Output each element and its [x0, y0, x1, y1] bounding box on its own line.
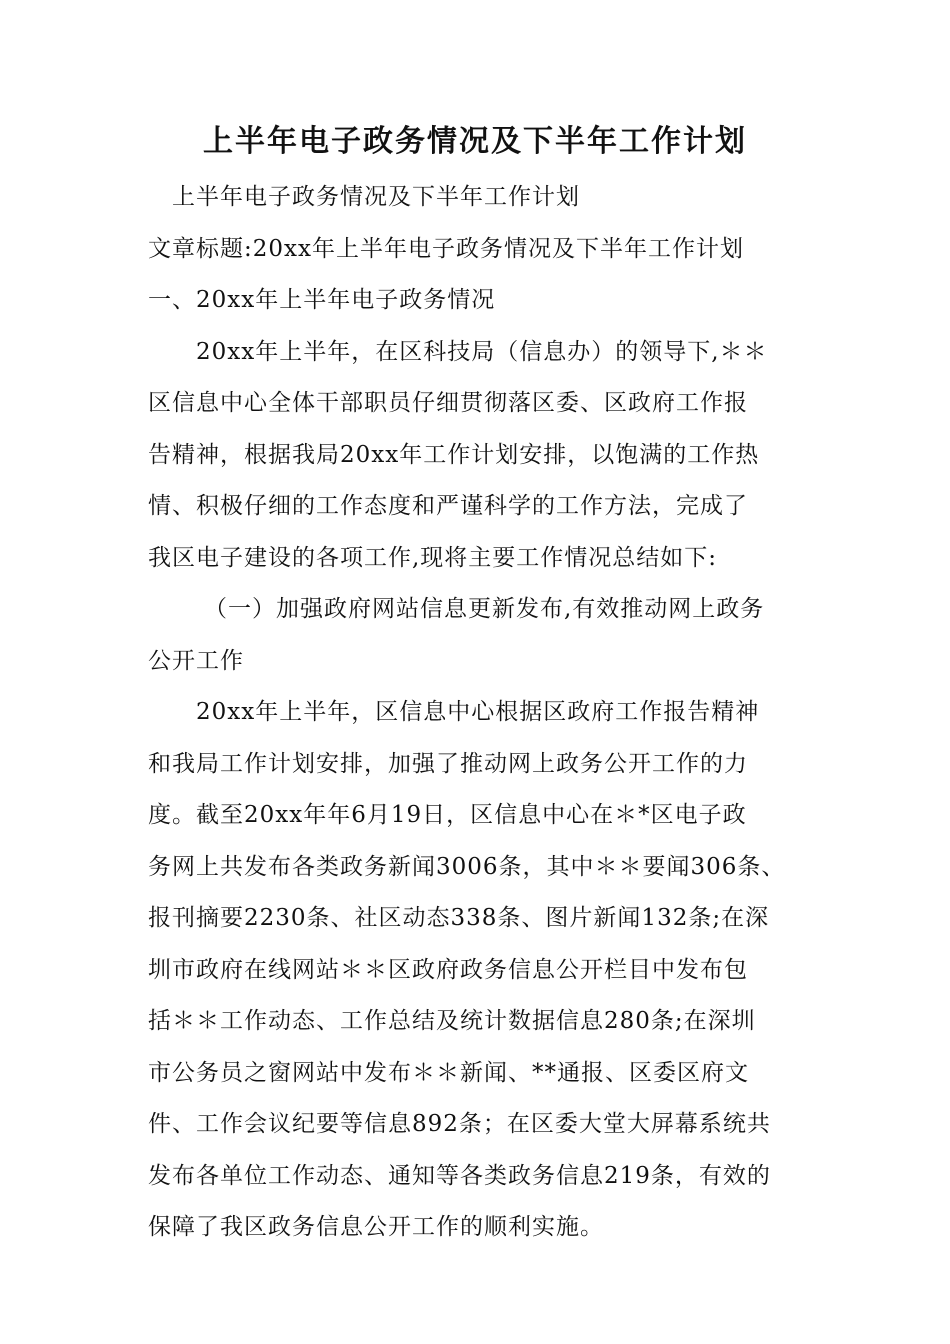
- paragraph-line: 和我局工作计划安排，加强了推动网上政务公开工作的力: [148, 750, 748, 777]
- document-title: 上半年电子政务情况及下半年工作计划: [203, 124, 747, 159]
- subtitle-line: 上半年电子政务情况及下半年工作计划: [172, 184, 580, 210]
- document-body: [148, 172, 808, 1254]
- paragraph-line: 20xx年上半年，区信息中心根据区政府工作报告精神: [196, 699, 760, 725]
- paragraph-line: 区信息中心全体干部职员仔细贯彻落区委、区政府工作报: [148, 390, 748, 416]
- article-title-line: 文章标题:20xx年上半年电子政务情况及下半年工作计划: [148, 235, 744, 262]
- paragraph-line: 20xx年上半年，在区科技局（信息办）的领导下,＊＊: [196, 338, 768, 365]
- paragraph-line: 告精神，根据我局20xx年工作计划安排，以饱满的工作热: [148, 441, 760, 468]
- paragraph-line: 情、积极仔细的工作态度和严谨科学的工作方法，完成了: [148, 493, 748, 519]
- paragraph-line: 括＊＊工作动态、工作总结及统计数据信息280条;在深圳: [148, 1008, 756, 1034]
- paragraph-line: 度。截至20xx年年6月19日，区信息中心在＊*区电子政: [148, 802, 747, 828]
- paragraph-line: 我区电子建设的各项工作,现将主要工作情况总结如下:: [148, 544, 718, 571]
- paragraph-line: 保障了我区政务信息公开工作的顺利实施。: [148, 1214, 604, 1240]
- paragraph-line: 务网上共发布各类政务新闻3006条，其中＊＊要闻306条、: [148, 853, 786, 880]
- subsection-heading-continued: 公开工作: [148, 647, 244, 674]
- section-heading: 一、20xx年上半年电子政务情况: [148, 287, 496, 313]
- paragraph-line: 发布各单位工作动态、通知等各类政务信息219条，有效的: [148, 1162, 771, 1189]
- paragraph-line: 件、工作会议纪要等信息892条；在区委大堂大屏幕系统共: [148, 1111, 771, 1137]
- paragraph-line: 报刊摘要2230条、社区动态338条、图片新闻132条;在深: [148, 905, 770, 931]
- paragraph-line: 圳市政府在线网站＊＊区政府政务信息公开栏目中发布包: [148, 956, 748, 983]
- paragraph-line: 市公务员之窗网站中发布＊＊新闻、**通报、区委区府文: [148, 1059, 749, 1086]
- subsection-heading: （一）加强政府网站信息更新发布,有效推动网上政务: [204, 596, 765, 622]
